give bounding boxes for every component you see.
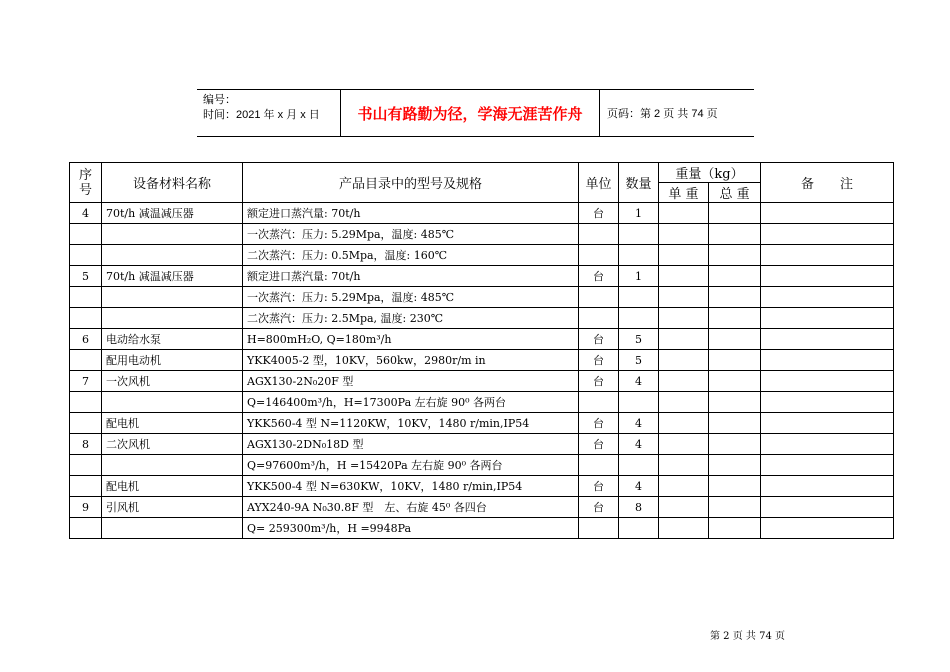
row-remark [761, 413, 894, 434]
row-total-weight [709, 371, 761, 392]
row-total-weight [709, 518, 761, 539]
row-spec: H=800mH₂O, Q=180m³/h [243, 329, 579, 350]
row-total-weight [709, 203, 761, 224]
row-unit-weight [659, 245, 709, 266]
table-row [70, 245, 894, 266]
row-qty: 4 [619, 434, 659, 455]
row-name [102, 287, 243, 308]
row-unit: 台 [579, 266, 619, 287]
header-spec: 产品目录中的型号及规格 [243, 163, 579, 203]
row-qty [619, 287, 659, 308]
table-row [70, 518, 894, 539]
row-name: 配用电动机 [102, 350, 243, 371]
row-spec: YKK4005-2 型，10KV，560kw，2980r/m in [243, 350, 579, 371]
page-footer: 第 2 页 共 74 页 [710, 631, 785, 642]
row-spec: Q=97600m³/h，H =15420Pa 左右旋 90⁰ 各两台 [243, 455, 579, 476]
row-unit [579, 245, 619, 266]
row-total-weight [709, 224, 761, 245]
table-row [70, 371, 894, 392]
row-name [102, 392, 243, 413]
header-unit: 单位 [579, 163, 619, 203]
row-unit: 台 [579, 413, 619, 434]
row-remark [761, 455, 894, 476]
header-unit-weight: 单 重 [659, 183, 709, 203]
header-seq: 序号 [70, 163, 102, 203]
row-unit [579, 308, 619, 329]
row-unit-weight [659, 371, 709, 392]
row-remark [761, 245, 894, 266]
row-total-weight [709, 392, 761, 413]
row-remark [761, 497, 894, 518]
header-total-weight: 总 重 [709, 183, 761, 203]
row-qty: 4 [619, 476, 659, 497]
header-remark: 备 注 [761, 163, 894, 203]
row-unit: 台 [579, 329, 619, 350]
row-name: 二次风机 [102, 434, 243, 455]
row-qty: 4 [619, 413, 659, 434]
row-seq [70, 245, 102, 266]
row-name [102, 224, 243, 245]
row-seq: 8 [70, 434, 102, 455]
table-row [70, 329, 894, 350]
row-name [102, 518, 243, 539]
header-info [203, 93, 338, 133]
row-unit-weight [659, 329, 709, 350]
row-unit-weight [659, 476, 709, 497]
row-qty: 5 [619, 329, 659, 350]
row-unit-weight [659, 308, 709, 329]
row-seq [70, 413, 102, 434]
row-spec: 一次蒸汽：压力: 5.29Mpa，温度: 485℃ [243, 287, 579, 308]
row-name: 电动给水泵 [102, 329, 243, 350]
page-label: 页码：第 2 页 共 74 页 [607, 108, 718, 120]
row-remark [761, 518, 894, 539]
row-total-weight [709, 308, 761, 329]
row-seq [70, 455, 102, 476]
row-seq [70, 392, 102, 413]
row-total-weight [709, 413, 761, 434]
row-qty: 8 [619, 497, 659, 518]
row-seq [70, 287, 102, 308]
row-unit-weight [659, 518, 709, 539]
row-unit-weight [659, 224, 709, 245]
row-name: 70t/h 减温减压器 [102, 203, 243, 224]
table-row [70, 476, 894, 497]
row-spec: Q=146400m³/h，H=17300Pa 左右旋 90⁰ 各两台 [243, 392, 579, 413]
row-unit: 台 [579, 203, 619, 224]
equipment-table [69, 162, 894, 539]
row-seq: 9 [70, 497, 102, 518]
row-seq: 5 [70, 266, 102, 287]
row-total-weight [709, 329, 761, 350]
row-unit-weight [659, 413, 709, 434]
row-qty [619, 308, 659, 329]
row-unit-weight [659, 203, 709, 224]
row-unit: 台 [579, 371, 619, 392]
row-unit: 台 [579, 476, 619, 497]
row-remark [761, 476, 894, 497]
table-row [70, 434, 894, 455]
row-name: 配电机 [102, 413, 243, 434]
table-row [70, 266, 894, 287]
row-qty: 4 [619, 371, 659, 392]
row-unit-weight [659, 455, 709, 476]
row-remark [761, 350, 894, 371]
row-total-weight [709, 350, 761, 371]
row-remark [761, 329, 894, 350]
header-qty: 数量 [619, 163, 659, 203]
row-unit [579, 455, 619, 476]
header-name: 设备材料名称 [102, 163, 243, 203]
row-name: 引风机 [102, 497, 243, 518]
row-unit [579, 518, 619, 539]
row-remark [761, 287, 894, 308]
row-unit-weight [659, 497, 709, 518]
row-spec: 二次蒸汽：压力: 2.5Mpa, 温度: 230℃ [243, 308, 579, 329]
row-qty [619, 518, 659, 539]
row-total-weight [709, 455, 761, 476]
document-header [197, 89, 754, 137]
row-name: 70t/h 减温减压器 [102, 266, 243, 287]
row-unit: 台 [579, 434, 619, 455]
row-spec: AGX130-2N₀20F 型 [243, 371, 579, 392]
row-name [102, 245, 243, 266]
row-name: 一次风机 [102, 371, 243, 392]
table-row [70, 203, 894, 224]
table-row [70, 455, 894, 476]
row-remark [761, 392, 894, 413]
row-total-weight [709, 497, 761, 518]
row-name [102, 455, 243, 476]
row-remark [761, 308, 894, 329]
row-seq [70, 476, 102, 497]
row-seq: 7 [70, 371, 102, 392]
row-qty [619, 224, 659, 245]
row-unit [579, 287, 619, 308]
row-unit-weight [659, 266, 709, 287]
table-row [70, 224, 894, 245]
row-remark [761, 203, 894, 224]
row-qty: 5 [619, 350, 659, 371]
row-remark [761, 434, 894, 455]
row-unit-weight [659, 434, 709, 455]
row-seq [70, 518, 102, 539]
row-seq: 4 [70, 203, 102, 224]
number-label: 编号： [203, 94, 236, 106]
row-spec: YKK500-4 型 N=630KW，10KV，1480 r/min,IP54 [243, 476, 579, 497]
row-unit [579, 392, 619, 413]
row-spec: AGX130-2DN₀18D 型 [243, 434, 579, 455]
table-row [70, 392, 894, 413]
row-qty [619, 392, 659, 413]
row-spec: 一次蒸汽：压力: 5.29Mpa，温度: 485℃ [243, 224, 579, 245]
row-spec: YKK560-4 型 N=1120KW，10KV，1480 r/min,IP54 [243, 413, 579, 434]
row-unit-weight [659, 392, 709, 413]
row-qty: 1 [619, 266, 659, 287]
row-remark [761, 371, 894, 392]
header-weight: 重量（kg） [659, 163, 761, 183]
row-unit-weight [659, 287, 709, 308]
motto: 书山有路勤为径，学海无涯苦作舟 [340, 90, 600, 136]
row-qty [619, 455, 659, 476]
row-unit-weight [659, 350, 709, 371]
row-name [102, 308, 243, 329]
row-total-weight [709, 266, 761, 287]
row-total-weight [709, 287, 761, 308]
row-spec: Q= 259300m³/h，H =9948Pa [243, 518, 579, 539]
row-spec: AYX240-9A N₀30.8F 型 左、右旋 45⁰ 各四台 [243, 497, 579, 518]
row-total-weight [709, 245, 761, 266]
row-qty: 1 [619, 203, 659, 224]
row-spec: 额定进口蒸汽量: 70t/h [243, 203, 579, 224]
row-seq [70, 224, 102, 245]
row-seq [70, 308, 102, 329]
row-name: 配电机 [102, 476, 243, 497]
table-row [70, 413, 894, 434]
row-remark [761, 224, 894, 245]
row-total-weight [709, 476, 761, 497]
row-seq [70, 350, 102, 371]
row-qty [619, 245, 659, 266]
row-total-weight [709, 434, 761, 455]
table-row [70, 287, 894, 308]
table-row [70, 497, 894, 518]
row-spec: 二次蒸汽：压力: 0.5Mpa，温度: 160℃ [243, 245, 579, 266]
table-row [70, 308, 894, 329]
row-spec: 额定进口蒸汽量: 70t/h [243, 266, 579, 287]
row-seq: 6 [70, 329, 102, 350]
row-unit [579, 224, 619, 245]
row-remark [761, 266, 894, 287]
row-unit: 台 [579, 497, 619, 518]
table-row [70, 350, 894, 371]
row-unit: 台 [579, 350, 619, 371]
time-label: 时间：2021 年 x 月 x 日 [203, 109, 320, 121]
